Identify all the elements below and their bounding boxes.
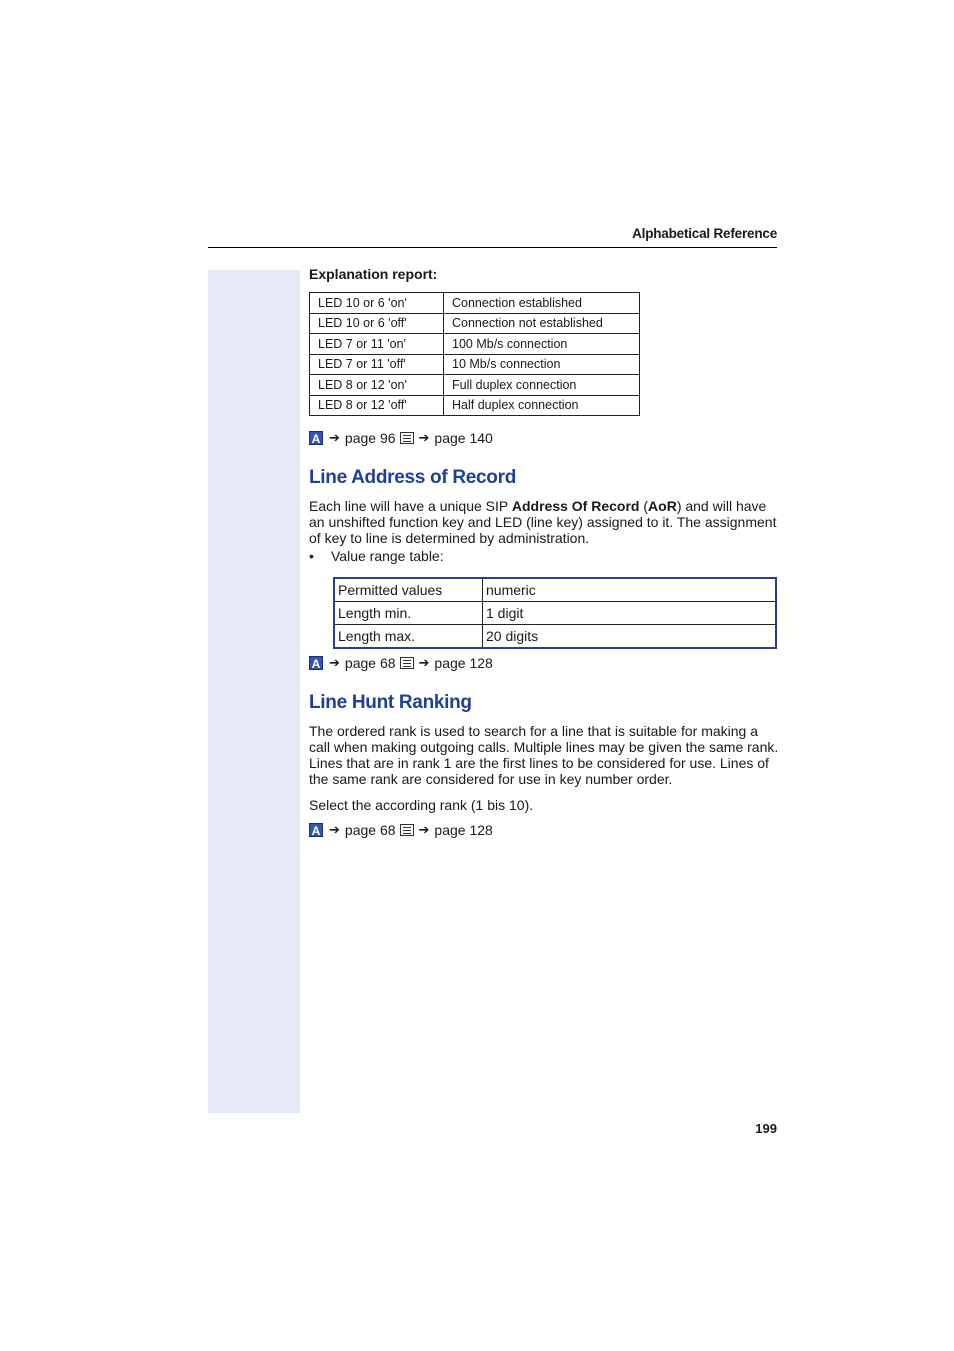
- para-text: (: [639, 498, 649, 514]
- page-link[interactable]: page 68: [344, 822, 396, 838]
- table-cell: Length min.: [334, 602, 483, 625]
- bullet-item: [309, 548, 779, 564]
- table-cell: LED 10 or 6 'off': [310, 313, 444, 334]
- arrow-right-icon: ➔: [418, 822, 430, 837]
- page-number: 199: [755, 1121, 777, 1136]
- table-cell: Connection not established: [444, 313, 640, 334]
- table-cell: Length max.: [334, 625, 483, 649]
- line-hunt-instruction: Select the according rank (1 bis 10).: [309, 797, 534, 813]
- table-cell: LED 8 or 12 'on': [310, 375, 444, 396]
- reference-line: [309, 429, 779, 447]
- para-text: ) and will have an unshifted function key and LED (line key) assigned to it. The assignment of key to line is determined by administration.: [309, 498, 777, 546]
- table-cell: LED 7 or 11 'off': [310, 354, 444, 375]
- table-row: [334, 602, 776, 625]
- menu-list-icon: [400, 824, 414, 836]
- table-cell: LED 8 or 12 'off': [310, 395, 444, 416]
- arrow-right-icon: ➔: [329, 430, 340, 445]
- table-row: [310, 293, 640, 314]
- table-cell: LED 7 or 11 'on': [310, 334, 444, 355]
- table-row: [310, 313, 640, 334]
- bullet-text: Value range table:: [331, 548, 444, 564]
- line-address-paragraph: [309, 498, 779, 546]
- arrow-right-icon: ➔: [418, 655, 430, 670]
- running-head: Alphabetical Reference: [632, 226, 777, 241]
- bold-term: AoR: [648, 498, 677, 514]
- section-heading-line-address: Line Address of Record: [309, 467, 517, 488]
- table-cell: Full duplex connection: [444, 375, 640, 396]
- table-cell: Half duplex connection: [444, 395, 640, 416]
- table-row: [310, 354, 640, 375]
- bold-term: Address Of Record: [511, 498, 640, 514]
- page-link[interactable]: page 128: [434, 655, 493, 671]
- reference-line: [309, 821, 779, 839]
- table-cell: Connection established: [444, 293, 640, 314]
- table-cell: LED 10 or 6 'on': [310, 293, 444, 314]
- menu-list-icon: [400, 432, 414, 444]
- line-hunt-paragraph: The ordered rank is used to search for a line that is suitable for making a call when making outgoing calls. Multiple lines may be given the same rank. Lines that are in rank 1 are the first lines to be considered for use. Lines of the same rank are considered for use in key number order.: [309, 723, 779, 787]
- page-link[interactable]: page 68: [344, 655, 396, 671]
- table-row: [334, 625, 776, 649]
- para-text: Each line will have a unique SIP: [309, 498, 512, 514]
- section-heading-line-hunt: Line Hunt Ranking: [309, 692, 472, 713]
- arrow-right-icon: ➔: [418, 430, 430, 445]
- header-rule: [208, 247, 777, 248]
- admin-a-icon: A: [309, 823, 323, 837]
- table-cell: 10 Mb/s connection: [444, 354, 640, 375]
- table-cell: Permitted values: [334, 578, 483, 602]
- page-link[interactable]: page 96: [344, 430, 396, 446]
- table-cell: 20 digits: [483, 625, 777, 649]
- table-row: [310, 334, 640, 355]
- admin-a-icon: A: [309, 656, 323, 670]
- table-cell: 100 Mb/s connection: [444, 334, 640, 355]
- table-cell: 1 digit: [483, 602, 777, 625]
- arrow-right-icon: ➔: [329, 655, 340, 670]
- page-link[interactable]: page 140: [434, 430, 493, 446]
- margin-sidebar: [208, 270, 300, 1113]
- page-content: [309, 266, 779, 839]
- table-row: [310, 395, 640, 416]
- table-row: [310, 375, 640, 396]
- explanation-title: Explanation report:: [309, 266, 438, 282]
- table-cell: numeric: [483, 578, 777, 602]
- value-range-table: [333, 577, 777, 649]
- arrow-right-icon: ➔: [329, 822, 340, 837]
- menu-list-icon: [400, 657, 414, 669]
- reference-line: [309, 654, 779, 672]
- table-row: [334, 578, 776, 602]
- page-link[interactable]: page 128: [434, 822, 493, 838]
- bullet-dot: •: [309, 548, 314, 564]
- admin-a-icon: A: [309, 431, 323, 445]
- explanation-table: [309, 292, 640, 416]
